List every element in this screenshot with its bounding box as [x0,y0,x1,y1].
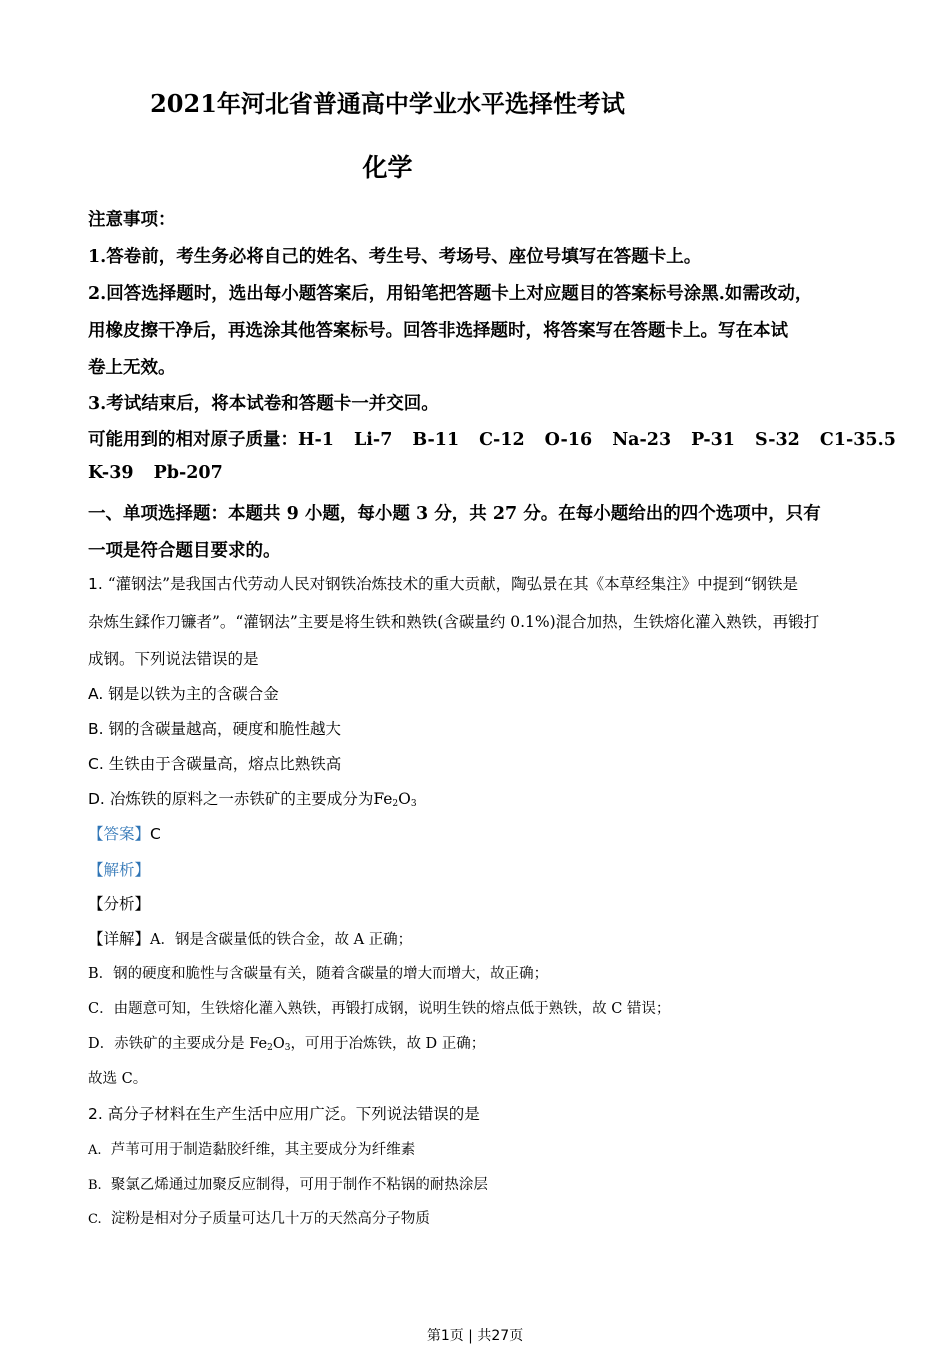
mass-item: Pb-207 [153,463,223,483]
formula-fe2o3: $Fe_2O_3$ [249,1036,291,1053]
q1-detail-c: C．由题意可知，生铁熔化灌入熟铁，再锻打成钢，说明生铁的熔点低于熟铁，故 C 错误； [88,1001,671,1017]
option-letter: A. [88,685,104,703]
notice-item-1: 1.答卷前，考生务必将自己的姓名、考生号、考场号、座位号填写在答题卡上。 [88,247,702,267]
mass-item: C-12 [479,430,525,450]
option-letter: B. [88,720,104,738]
q1-option-a [88,682,279,704]
q2-option-b [88,1173,488,1194]
q1-answer [88,822,161,844]
mass-item: S-32 [754,430,800,450]
notice-item-2-line-1: 2.回答选择题时，选出每小题答案后，用铅笔把答题卡上对应题目的答案标号涂黑.如需改动， [88,284,813,304]
q1-stem-line-2: 杂炼生鍒作刀镰者”。“灌钢法”主要是将生铁和熟铁(含碳量约 0.1%)混合加热，生铁熔化灌入熟铁，再锻打 [88,613,820,631]
q2-text: 高分子材料在生产生活中应用广泛。下列说法错误的是 [107,1105,480,1123]
option-text: 生铁由于含碳量高，熔点比熟铁高 [108,755,342,773]
q1-stem-line-3: 成钢。下列说法错误的是 [88,650,259,668]
notice-item-2-line-3: 卷上无效。 [88,358,176,378]
q1-conclusion: 故选 C。 [88,1071,148,1087]
section-1-line-2: 一项是符合题目要求的。 [88,541,281,561]
current-page: 1 [440,1328,450,1344]
q2-number: 2. [88,1105,103,1123]
mass-item: C1-35.5 [819,430,896,450]
mass-item: K-39 [88,463,134,483]
mass-item: Li-7 [353,430,393,450]
option-text: 聚氯乙烯通过加聚反应制得，可用于制作不粘锅的耐热涂层 [110,1177,488,1193]
q1-text: “灌钢法”是我国古代劳动人民对钢铁冶炼技术的重大贡献，陶弘景在其《本草经集注》中提到“钢铁是 [107,575,799,593]
option-letter: D. [88,790,105,808]
mass-item: H-1 [298,430,334,450]
mass-item: P-31 [691,430,735,450]
option-text: 淀粉是相对分子质量可达几十万的天然高分子物质 [110,1211,430,1227]
subject-title: 化学 [362,153,413,182]
page-footer: 第1页 | 共27页 [426,1328,524,1344]
notice-heading: 注意事项： [88,210,176,230]
option-letter: C. [88,755,104,773]
notice-item-2-line-2: 用橡皮擦干净后，再选涂其他答案标号。回答非选择题时，将答案写在答题卡上。写在本试 [88,321,788,341]
q2-stem [88,1102,480,1124]
q1-stem-line-1 [88,572,798,594]
q2-option-c [88,1207,430,1228]
q1-option-c [88,752,341,774]
exam-title: 2021年河北省普通高中学业水平选择性考试 [150,89,625,118]
detail-text: A．钢是含碳量低的铁合金，故 A 正确； [150,932,413,948]
q1-option-d [88,787,417,809]
atomic-mass-line-2 [88,463,243,483]
q1-fenxi-label: 【分析】 [88,895,151,913]
option-letter: B. [88,1178,102,1193]
q1-number: 1. [88,575,103,593]
atomic-mass-label: 可能用到的相对原子质量： [88,430,298,450]
q2-option-a [88,1138,415,1159]
formula-fe2o3: $Fe_2O_3$ [373,790,417,809]
q1-option-b [88,717,341,739]
q1-detail-b: B．钢的硬度和脆性与含碳量有关，随着含碳量的增大而增大，故正确； [88,966,549,982]
mass-item: B-11 [412,430,460,450]
section-1-line-1: 一、单项选择题：本题共 9 小题，每小题 3 分，共 27 分。在每小题给出的四个选项中，只有 [88,504,821,524]
option-text: 冶炼铁的原料之一赤铁矿的主要成分为 [109,790,374,808]
q1-detail-a [88,927,412,949]
answer-value: C [150,825,161,843]
atomic-mass-line-1 [88,426,916,451]
option-letter: A. [88,1143,102,1158]
option-letter: C. [88,1212,102,1227]
option-text: 钢是以铁为主的含碳合金 [108,685,279,703]
notice-item-3: 3.考试结束后，将本试卷和答题卡一并交回。 [88,394,439,414]
detail-label: 【详解】 [88,930,151,948]
option-text: 芦苇可用于制造黏胶纤维，其主要成分为纤维素 [110,1142,416,1158]
q1-detail-d: D．赤铁矿的主要成分是 $Fe_2O_3$，可用于冶炼铁，故 D 正确； [88,1036,486,1053]
total-pages: 27 [491,1328,510,1344]
q1-analysis-label: 【解析】 [88,861,151,879]
mass-item: Na-23 [612,430,672,450]
option-text: 钢的含碳量越高，硬度和脆性越大 [108,720,342,738]
mass-item: O-16 [544,430,593,450]
answer-label: 【答案】 [88,825,151,843]
